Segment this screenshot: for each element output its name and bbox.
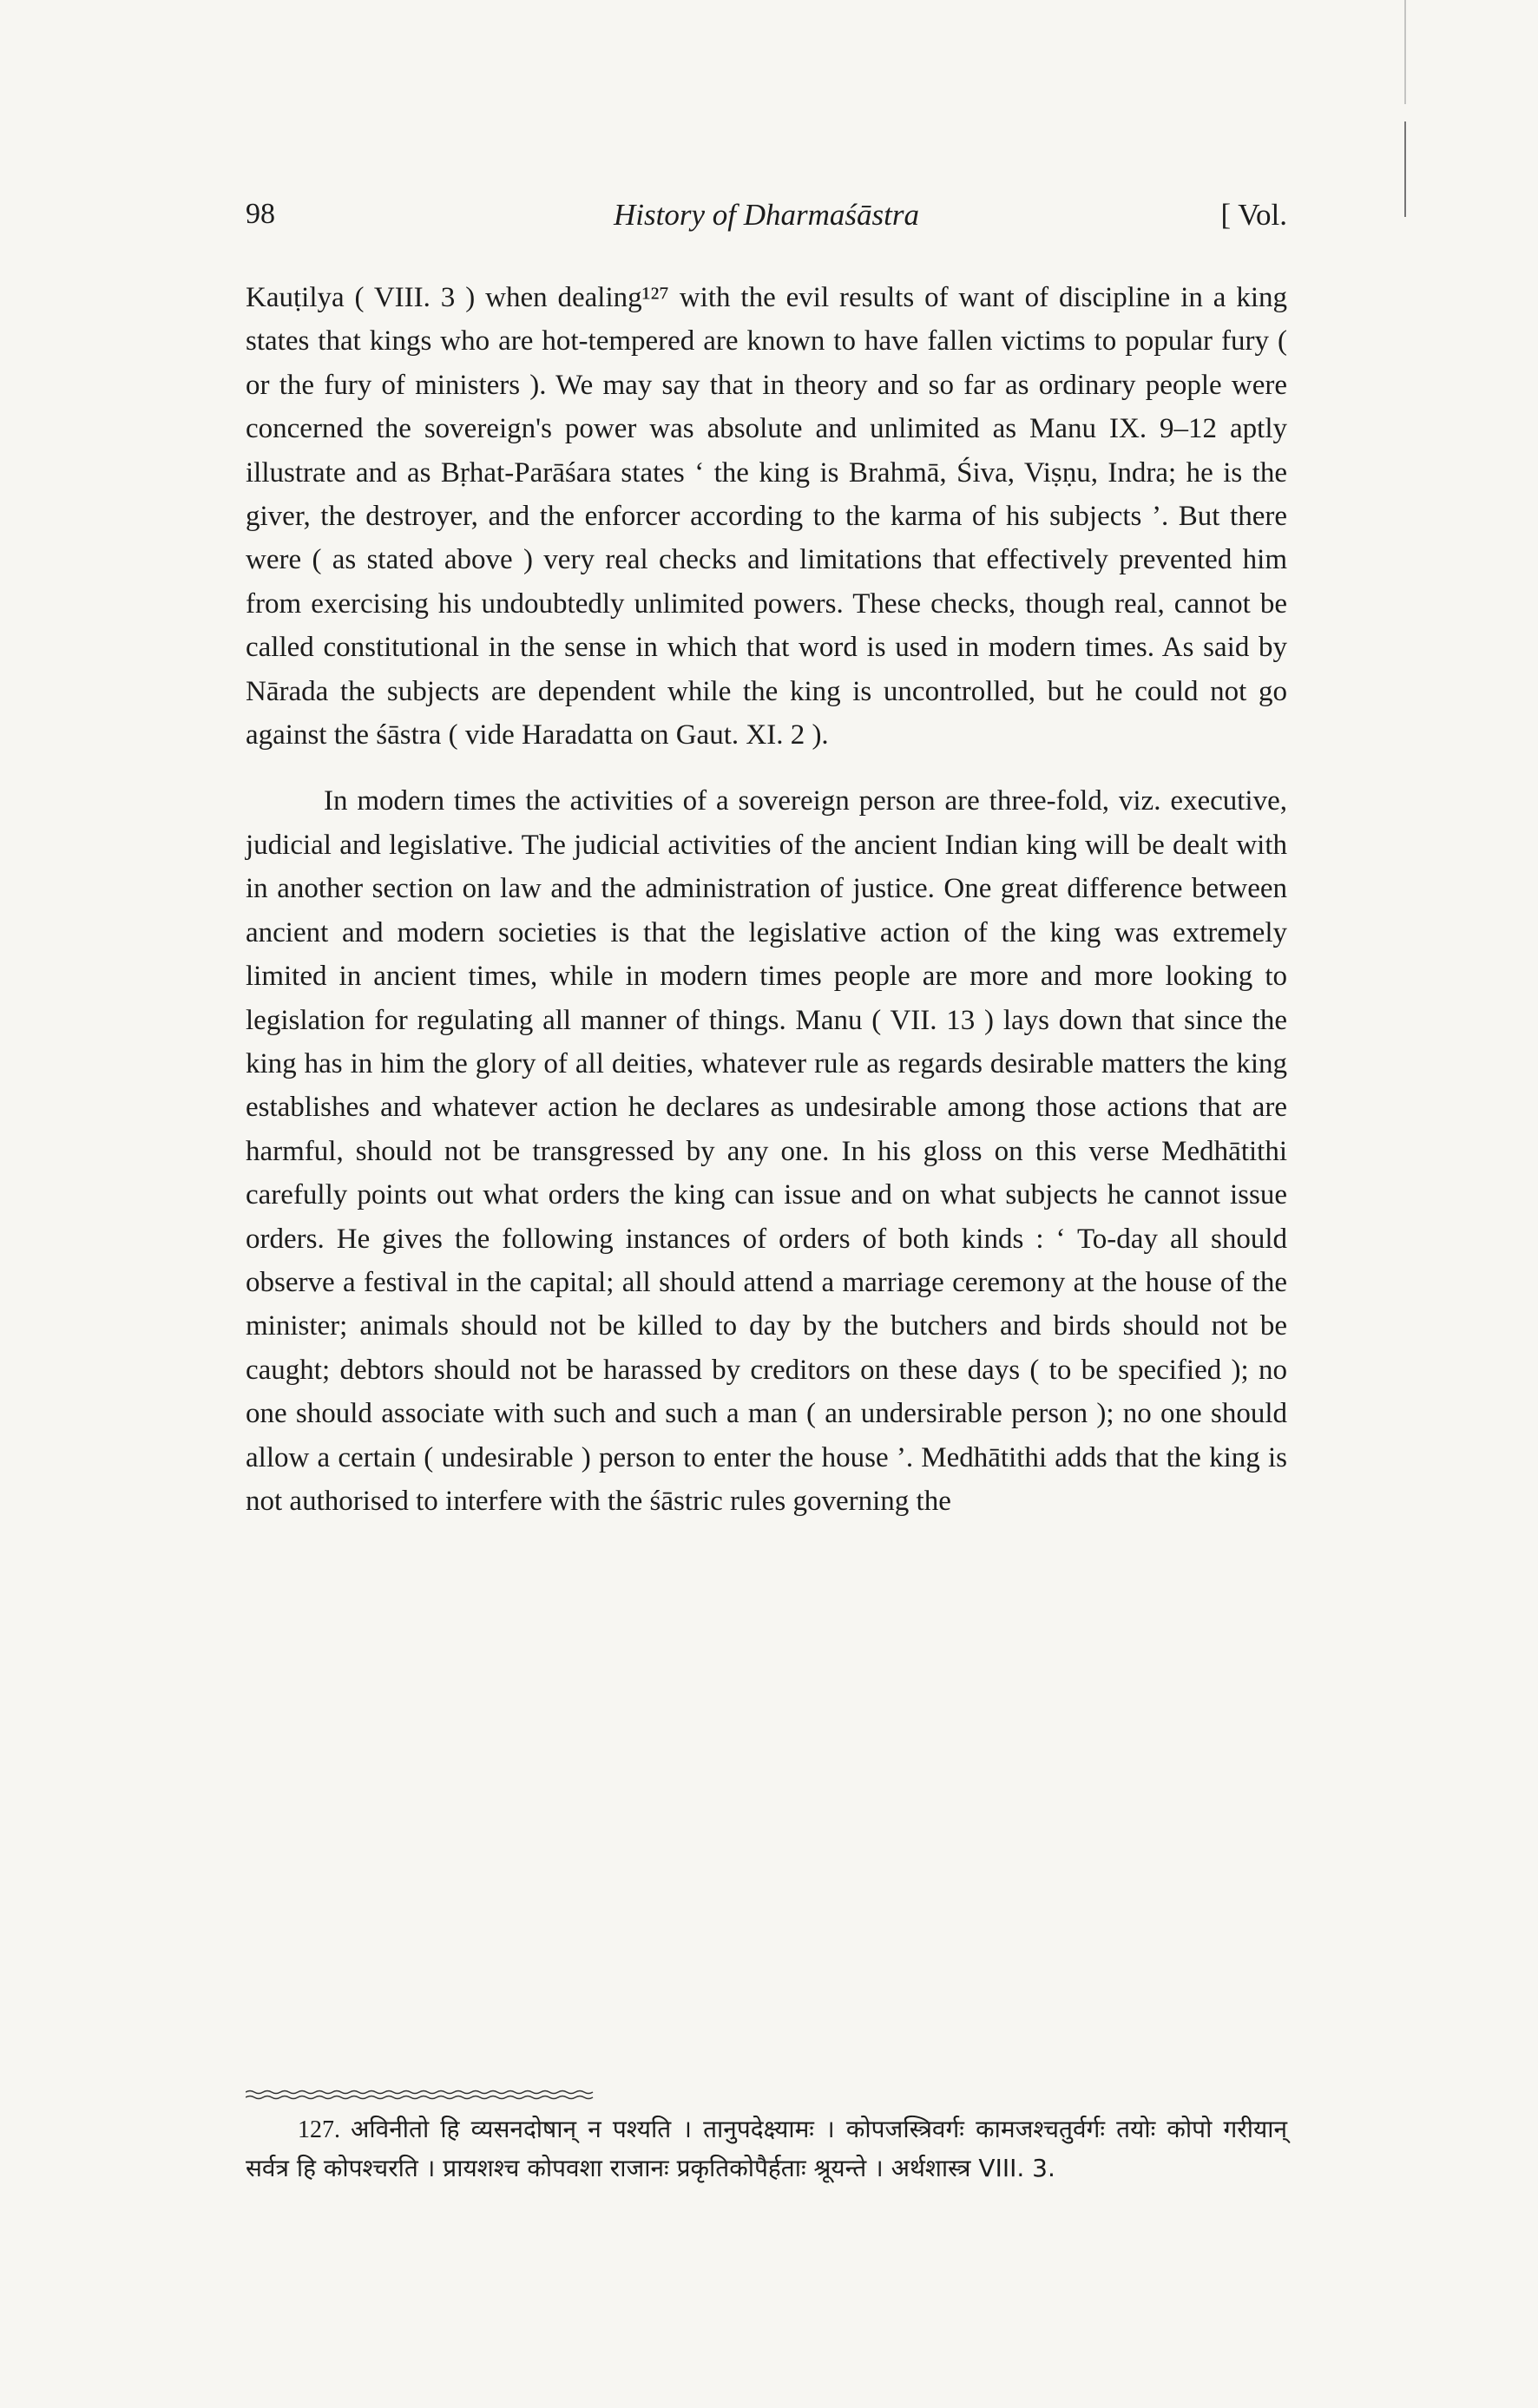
scan-edge-line	[1404, 0, 1406, 104]
running-title: History of Dharmaśāstra	[614, 198, 919, 232]
footnote-number: 127.	[298, 2116, 340, 2143]
body-text	[246, 276, 1287, 1523]
footnote-rule	[246, 2090, 597, 2100]
page-number: 98	[246, 198, 275, 230]
footnote	[246, 2110, 1287, 2188]
page-header	[246, 198, 1287, 250]
paragraph: Kauṭilya ( VIII. 3 ) when dealing¹²⁷ with the evil results of want of discipline in a king states that kings who are hot-tempered are known to have fallen victims to popular fury ( or the fury of ministers ). We may say that in theory and so far as ordinary people were concerned the sovereign's power was absolute and unlimited as Manu IX. 9–12 aptly illustrate and as Bṛhat-Parāśara states ‘ the king is Brahmā, Śiva, Viṣṇu, Indra; he is the giver, the destroyer, and the enforcer according to the karma of his subjects ’. But there were ( as stated above ) very real checks and limitations that effectively prevented him from exercising his undoubtedly unlimited powers. These checks, though real, cannot be called constitutional in the sense in which that word is used in modern times. As said by Nārada the subjects are dependent while the king is uncontrolled, but he could not go against the śāstra ( vide Haradatta on Gaut. XI. 2 ).	[246, 282, 1287, 751]
volume-label: [ Vol.	[1220, 198, 1287, 232]
scan-edge-line	[1404, 121, 1406, 217]
footnote-text: अविनीतो हि व्यसनदोषान् न पश्यति । तानुपदेक्ष्यामः । कोपजस्त्रिवर्गः कामजश्चतुर्वर्गः तयोः कोपो गरीयान् सर्वत्र हि कोपश्चरति । प्रायशश्च कोपवशा राजानः प्रकृतिकोपैर्हताः श्रूयन्ते । अर्थशास्त्र VIII. 3.	[246, 2115, 1287, 2182]
paragraph: In modern times the activities of a sovereign person are three-fold, viz. executive, judicial and legislative. The judicial activities of the ancient Indian king will be dealt with in another section on law and the administration of justice. One great difference between ancient and modern societies is that the legislative action of the king was extremely limited in ancient times, while in modern times people are more and more looking to legislation for regulating all manner of things. Manu ( VII. 13 ) lays down that since the king has in him the glory of all deities, whatever rule as regards desirable matters the king establishes and whatever action he declares as undesirable among those actions that are harmful, should not be transgressed by any one. In his gloss on this verse Medhātithi carefully points out what orders the king can issue and on what subjects he cannot issue orders. He gives the following instances of orders of both kinds : ‘ To-day all should observe a festival in the capital; all should attend a marriage ceremony at the house of the minister; animals should not be killed to day by the butchers and birds should not be caught; debtors should not be harassed by creditors on these days ( to be specified ); no one should associate with such and such a man ( an undersirable person ); no one should allow a certain ( undesirable ) person to enter the house ’. Medhātithi adds that the king is not authorised to interfere with the śāstric rules governing the	[246, 785, 1287, 1517]
